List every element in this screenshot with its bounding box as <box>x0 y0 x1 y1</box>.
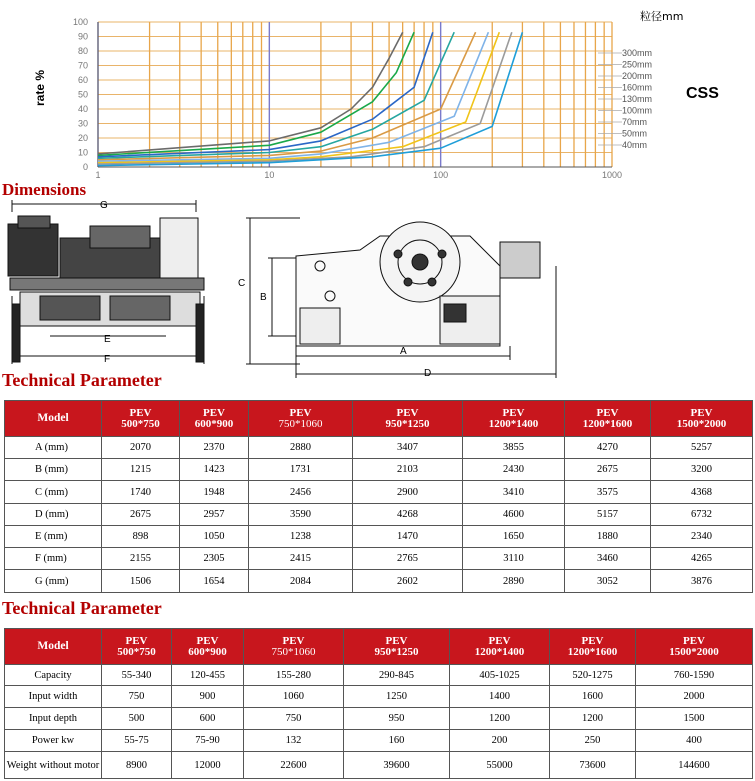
model-col-4: PEV 950*1250 <box>353 401 463 437</box>
series-line-200mm <box>98 32 499 163</box>
table-cell: 120-455 <box>172 665 244 686</box>
technical-parameter-heading-2: Technical Parameter <box>2 598 162 618</box>
table-cell: 55-340 <box>102 665 172 686</box>
table-cell: 4368 <box>651 481 753 504</box>
x-unit-label: 粒径mm <box>640 10 684 23</box>
x-tick-label: 100 <box>433 170 449 180</box>
model-col-7: PEV 1500*2000 <box>636 629 753 665</box>
table-cell: 2415 <box>249 548 353 570</box>
series-line-40mm <box>98 32 403 154</box>
table-cell: 55000 <box>450 752 550 779</box>
chart-legend <box>598 48 652 150</box>
table-row <box>5 526 753 548</box>
table-cell: 2602 <box>353 570 463 593</box>
table-cell: 2155 <box>102 548 180 570</box>
table-cell: 500 <box>102 708 172 730</box>
css-label: CSS <box>686 85 719 102</box>
model-col-1: PEV 500*750 <box>102 401 180 437</box>
table-cell: 520-1275 <box>550 665 636 686</box>
model-col-5: PEV 1200*1400 <box>463 401 565 437</box>
table-cell: 2084 <box>249 570 353 593</box>
x-tick-label: 1000 <box>601 170 623 180</box>
table-cell: 3110 <box>463 548 565 570</box>
model-header: Model <box>5 629 102 665</box>
table-cell: 2890 <box>463 570 565 593</box>
table-row <box>5 481 753 504</box>
table-cell: 2430 <box>463 459 565 481</box>
table-row <box>5 665 753 686</box>
table-cell: 1731 <box>249 459 353 481</box>
table-cell: 3200 <box>651 459 753 481</box>
legend-entry: 40mm <box>622 140 648 150</box>
table-row <box>5 437 753 459</box>
table-row <box>5 570 753 593</box>
table-cell: 1050 <box>180 526 249 548</box>
model-col-1: PEV 500*750 <box>102 629 172 665</box>
table-cell: 1500 <box>636 708 753 730</box>
y-tick-label: 60 <box>77 75 88 85</box>
y-axis-label: rate % <box>33 69 47 106</box>
table-cell: 1238 <box>249 526 353 548</box>
table-cell: 1880 <box>565 526 651 548</box>
label-d: D <box>424 368 432 379</box>
table-cell: 1654 <box>180 570 249 593</box>
y-tick-label: 50 <box>77 89 88 100</box>
table-cell: 1200 <box>450 708 550 730</box>
dimensions-table-header <box>5 401 753 437</box>
table-cell: 5157 <box>565 504 651 526</box>
table-cell: 760-1590 <box>636 665 753 686</box>
row-label: Weight without motor <box>5 752 102 779</box>
table-cell: 1060 <box>244 686 344 708</box>
row-label: Input depth <box>5 708 102 730</box>
row-label: G (mm) <box>5 570 102 593</box>
table-cell: 1470 <box>353 526 463 548</box>
label-e: E <box>104 334 111 345</box>
table-cell: 3407 <box>353 437 463 459</box>
x-axis-ticks <box>95 170 622 180</box>
table-cell: 1650 <box>463 526 565 548</box>
model-col-2: PEV 600*900 <box>180 401 249 437</box>
chart-grid <box>98 22 612 167</box>
table-cell: 200 <box>450 730 550 752</box>
table-cell: 4270 <box>565 437 651 459</box>
table-row <box>5 459 753 481</box>
table-cell: 2340 <box>651 526 753 548</box>
table-cell: 160 <box>344 730 450 752</box>
table-cell: 3855 <box>463 437 565 459</box>
y-axis-ticks <box>73 17 88 172</box>
table-cell: 290-845 <box>344 665 450 686</box>
row-label: Input width <box>5 686 102 708</box>
table-row <box>5 504 753 526</box>
table-cell: 39600 <box>344 752 450 779</box>
table-row <box>5 686 753 708</box>
table-cell: 73600 <box>550 752 636 779</box>
series-line-160mm <box>98 32 488 161</box>
table-cell: 132 <box>244 730 344 752</box>
model-col-4: PEV 950*1250 <box>344 629 450 665</box>
table-row <box>5 548 753 570</box>
table-cell: 75-90 <box>172 730 244 752</box>
table-cell: 4268 <box>353 504 463 526</box>
table-cell: 22600 <box>244 752 344 779</box>
x-tick-label: 1 <box>95 170 101 180</box>
table-cell: 6732 <box>651 504 753 526</box>
label-g: G <box>100 200 108 211</box>
table-cell: 3590 <box>249 504 353 526</box>
table-row <box>5 730 753 752</box>
legend-entry: 50mm <box>622 128 648 139</box>
y-tick-label: 10 <box>77 147 88 158</box>
row-label: C (mm) <box>5 481 102 504</box>
table-cell: 3460 <box>565 548 651 570</box>
table-cell: 2675 <box>565 459 651 481</box>
table-cell: 2305 <box>180 548 249 570</box>
model-col-7: PEV 1500*2000 <box>651 401 753 437</box>
table-cell: 5257 <box>651 437 753 459</box>
table-row <box>5 752 753 779</box>
legend-entry: 70mm <box>622 117 648 127</box>
table-cell: 250 <box>550 730 636 752</box>
table-cell: 2880 <box>249 437 353 459</box>
table-cell: 750 <box>244 708 344 730</box>
legend-entry: 160mm <box>622 82 653 93</box>
table-cell: 3410 <box>463 481 565 504</box>
particle-size-chart <box>0 0 755 182</box>
table-cell: 2900 <box>353 481 463 504</box>
table-cell: 898 <box>102 526 180 548</box>
row-label: Capacity <box>5 665 102 686</box>
table-cell: 600 <box>172 708 244 730</box>
x-tick-label: 10 <box>264 170 275 180</box>
y-tick-label: 30 <box>77 118 88 129</box>
label-b: B <box>260 292 267 303</box>
model-col-6: PEV 1200*1600 <box>550 629 636 665</box>
table-cell: 1250 <box>344 686 450 708</box>
dimensions-table <box>4 400 753 593</box>
technical-parameter-heading-1: Technical Parameter <box>2 370 162 390</box>
y-tick-label: 0 <box>82 162 88 172</box>
legend-entry: 200mm <box>622 71 653 81</box>
label-a: A <box>400 346 407 357</box>
performance-table-header <box>5 629 753 665</box>
y-tick-label: 70 <box>77 60 88 71</box>
table-cell: 4600 <box>463 504 565 526</box>
y-tick-label: 100 <box>72 17 88 27</box>
table-cell: 2370 <box>180 437 249 459</box>
table-cell: 1740 <box>102 481 180 504</box>
performance-table <box>4 628 753 779</box>
legend-entry: 300mm <box>622 48 653 58</box>
table-cell: 4265 <box>651 548 753 570</box>
row-label: Power kw <box>5 730 102 752</box>
table-cell: 12000 <box>172 752 244 779</box>
y-tick-label: 20 <box>77 133 88 143</box>
table-cell: 405-1025 <box>450 665 550 686</box>
table-cell: 2456 <box>249 481 353 504</box>
dimensions-heading: Dimensions <box>2 180 87 199</box>
table-cell: 1423 <box>180 459 249 481</box>
table-cell: 55-75 <box>102 730 172 752</box>
table-cell: 2103 <box>353 459 463 481</box>
table-cell: 950 <box>344 708 450 730</box>
model-col-5: PEV 1200*1400 <box>450 629 550 665</box>
y-tick-label: 40 <box>77 104 88 114</box>
label-c: C <box>238 278 246 289</box>
model-col-6: PEV 1200*1600 <box>565 401 651 437</box>
table-cell: 2000 <box>636 686 753 708</box>
legend-entry: 130mm <box>622 94 653 104</box>
table-cell: 900 <box>172 686 244 708</box>
table-cell: 3575 <box>565 481 651 504</box>
table-cell: 1400 <box>450 686 550 708</box>
table-cell: 2675 <box>102 504 180 526</box>
table-cell: 2070 <box>102 437 180 459</box>
row-label: A (mm) <box>5 437 102 459</box>
table-cell: 400 <box>636 730 753 752</box>
table-cell: 1215 <box>102 459 180 481</box>
table-cell: 1600 <box>550 686 636 708</box>
table-row <box>5 708 753 730</box>
row-label: B (mm) <box>5 459 102 481</box>
legend-entry: 250mm <box>622 59 653 70</box>
label-f: F <box>104 354 111 365</box>
table-cell: 144600 <box>636 752 753 779</box>
table-cell: 8900 <box>102 752 172 779</box>
dimension-drawings <box>0 196 755 380</box>
table-cell: 3052 <box>565 570 651 593</box>
model-header: Model <box>5 401 102 437</box>
table-cell: 1200 <box>550 708 636 730</box>
table-cell: 1506 <box>102 570 180 593</box>
y-tick-label: 80 <box>77 46 88 56</box>
table-cell: 155-280 <box>244 665 344 686</box>
table-cell: 2765 <box>353 548 463 570</box>
table-cell: 1948 <box>180 481 249 504</box>
y-tick-label: 90 <box>77 31 88 42</box>
table-cell: 750 <box>102 686 172 708</box>
series-line-300mm <box>98 32 522 165</box>
table-cell: 2957 <box>180 504 249 526</box>
chart-series <box>98 32 522 165</box>
model-col-2: PEV 600*900 <box>172 629 244 665</box>
legend-entry: 100mm <box>622 105 653 116</box>
model-col-3: PEV 750*1060 <box>244 629 344 665</box>
table-cell: 3876 <box>651 570 753 593</box>
row-label: E (mm) <box>5 526 102 548</box>
row-label: D (mm) <box>5 504 102 526</box>
row-label: F (mm) <box>5 548 102 570</box>
model-col-3: PEV 750*1060 <box>249 401 353 437</box>
